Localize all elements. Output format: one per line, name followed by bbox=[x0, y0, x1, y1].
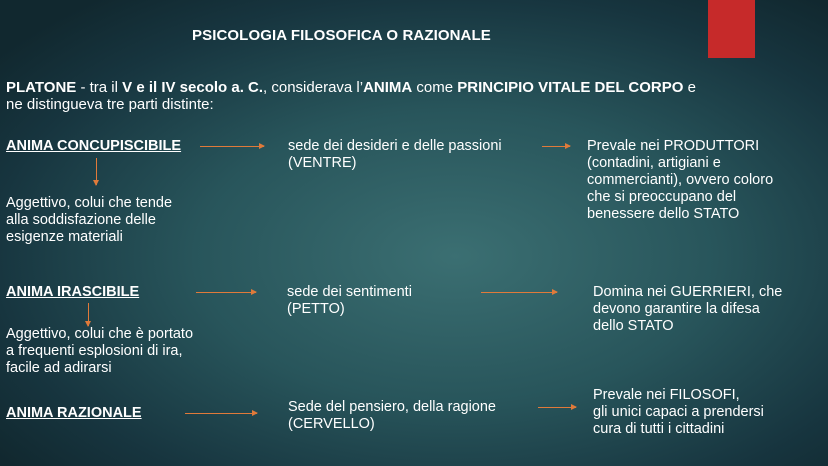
seat-line: (VENTRE) bbox=[288, 155, 357, 171]
intro-paragraph bbox=[6, 79, 806, 113]
intro-anima: ANIMA bbox=[363, 79, 413, 96]
arrow-right bbox=[542, 146, 570, 147]
arrow-right bbox=[196, 292, 256, 293]
irascibile-prevalence bbox=[593, 284, 782, 335]
concupiscibile-seat bbox=[288, 138, 502, 172]
arrow-right bbox=[200, 146, 264, 147]
prevalence-line: Prevale nei PRODUTTORI bbox=[587, 138, 760, 154]
note-line: esigenze materiali bbox=[6, 229, 123, 245]
prevalence-line: Domina nei GUERRIERI, che bbox=[593, 284, 783, 300]
note-line: a frequenti esplosioni di ira, bbox=[6, 343, 183, 359]
seat-line: (CERVELLO) bbox=[288, 416, 375, 432]
page-title: PSICOLOGIA FILOSOFICA O RAZIONALE bbox=[192, 27, 491, 44]
prevalence-line: cura di tutti i cittadini bbox=[593, 421, 725, 437]
intro-text-3: come bbox=[412, 79, 458, 96]
accent-bar bbox=[708, 0, 755, 58]
arrow-right bbox=[538, 407, 576, 408]
intro-line-2: ne distingueva tre parti distinte: bbox=[6, 96, 214, 113]
seat-line: sede dei desideri e delle passioni bbox=[288, 138, 502, 154]
prevalence-line: Prevale nei FILOSOFI, bbox=[593, 387, 740, 403]
prevalence-line: devono garantire la difesa bbox=[593, 301, 760, 317]
prevalence-line: commercianti), ovvero coloro bbox=[587, 172, 774, 188]
prevalence-line: (contadini, artigiani e bbox=[587, 155, 721, 171]
prevalence-line: che si preoccupano del bbox=[587, 189, 737, 205]
note-line: Aggettivo, colui che tende bbox=[6, 195, 173, 211]
arrow-down bbox=[96, 158, 97, 185]
prevalence-line: dello STATO bbox=[593, 318, 674, 334]
anima-concupiscibile-heading: ANIMA CONCUPISCIBILE bbox=[6, 138, 182, 154]
razionale-seat bbox=[288, 399, 496, 433]
intro-century: V e il IV secolo a. C. bbox=[122, 79, 264, 96]
prevalence-line: gli unici capaci a prendersi bbox=[593, 404, 764, 420]
arrow-right bbox=[481, 292, 557, 293]
arrow-down bbox=[88, 303, 89, 326]
anima-irascibile-heading: ANIMA IRASCIBILE bbox=[6, 284, 140, 300]
seat-line: (PETTO) bbox=[287, 301, 345, 317]
note-line: facile ad adirarsi bbox=[6, 360, 112, 376]
prevalence-line: benessere dello STATO bbox=[587, 206, 740, 222]
concupiscibile-prevalence bbox=[587, 138, 773, 223]
arrow-right bbox=[185, 413, 257, 414]
intro-text-1: - tra il bbox=[76, 79, 123, 96]
intro-text-2: , considerava l’ bbox=[263, 79, 364, 96]
note-line: alla soddisfazione delle bbox=[6, 212, 156, 228]
intro-text-4: e bbox=[683, 79, 696, 96]
concupiscibile-note bbox=[6, 195, 172, 246]
note-line: Aggettivo, colui che è portato bbox=[6, 326, 194, 342]
razionale-prevalence bbox=[593, 387, 764, 438]
intro-principle: PRINCIPIO VITALE DEL CORPO bbox=[457, 79, 684, 96]
seat-line: sede dei sentimenti bbox=[287, 284, 412, 300]
irascibile-seat bbox=[287, 284, 412, 318]
irascibile-note bbox=[6, 326, 193, 377]
intro-plato: PLATONE bbox=[6, 79, 77, 96]
anima-razionale-heading: ANIMA RAZIONALE bbox=[6, 405, 142, 421]
seat-line: Sede del pensiero, della ragione bbox=[288, 399, 496, 415]
